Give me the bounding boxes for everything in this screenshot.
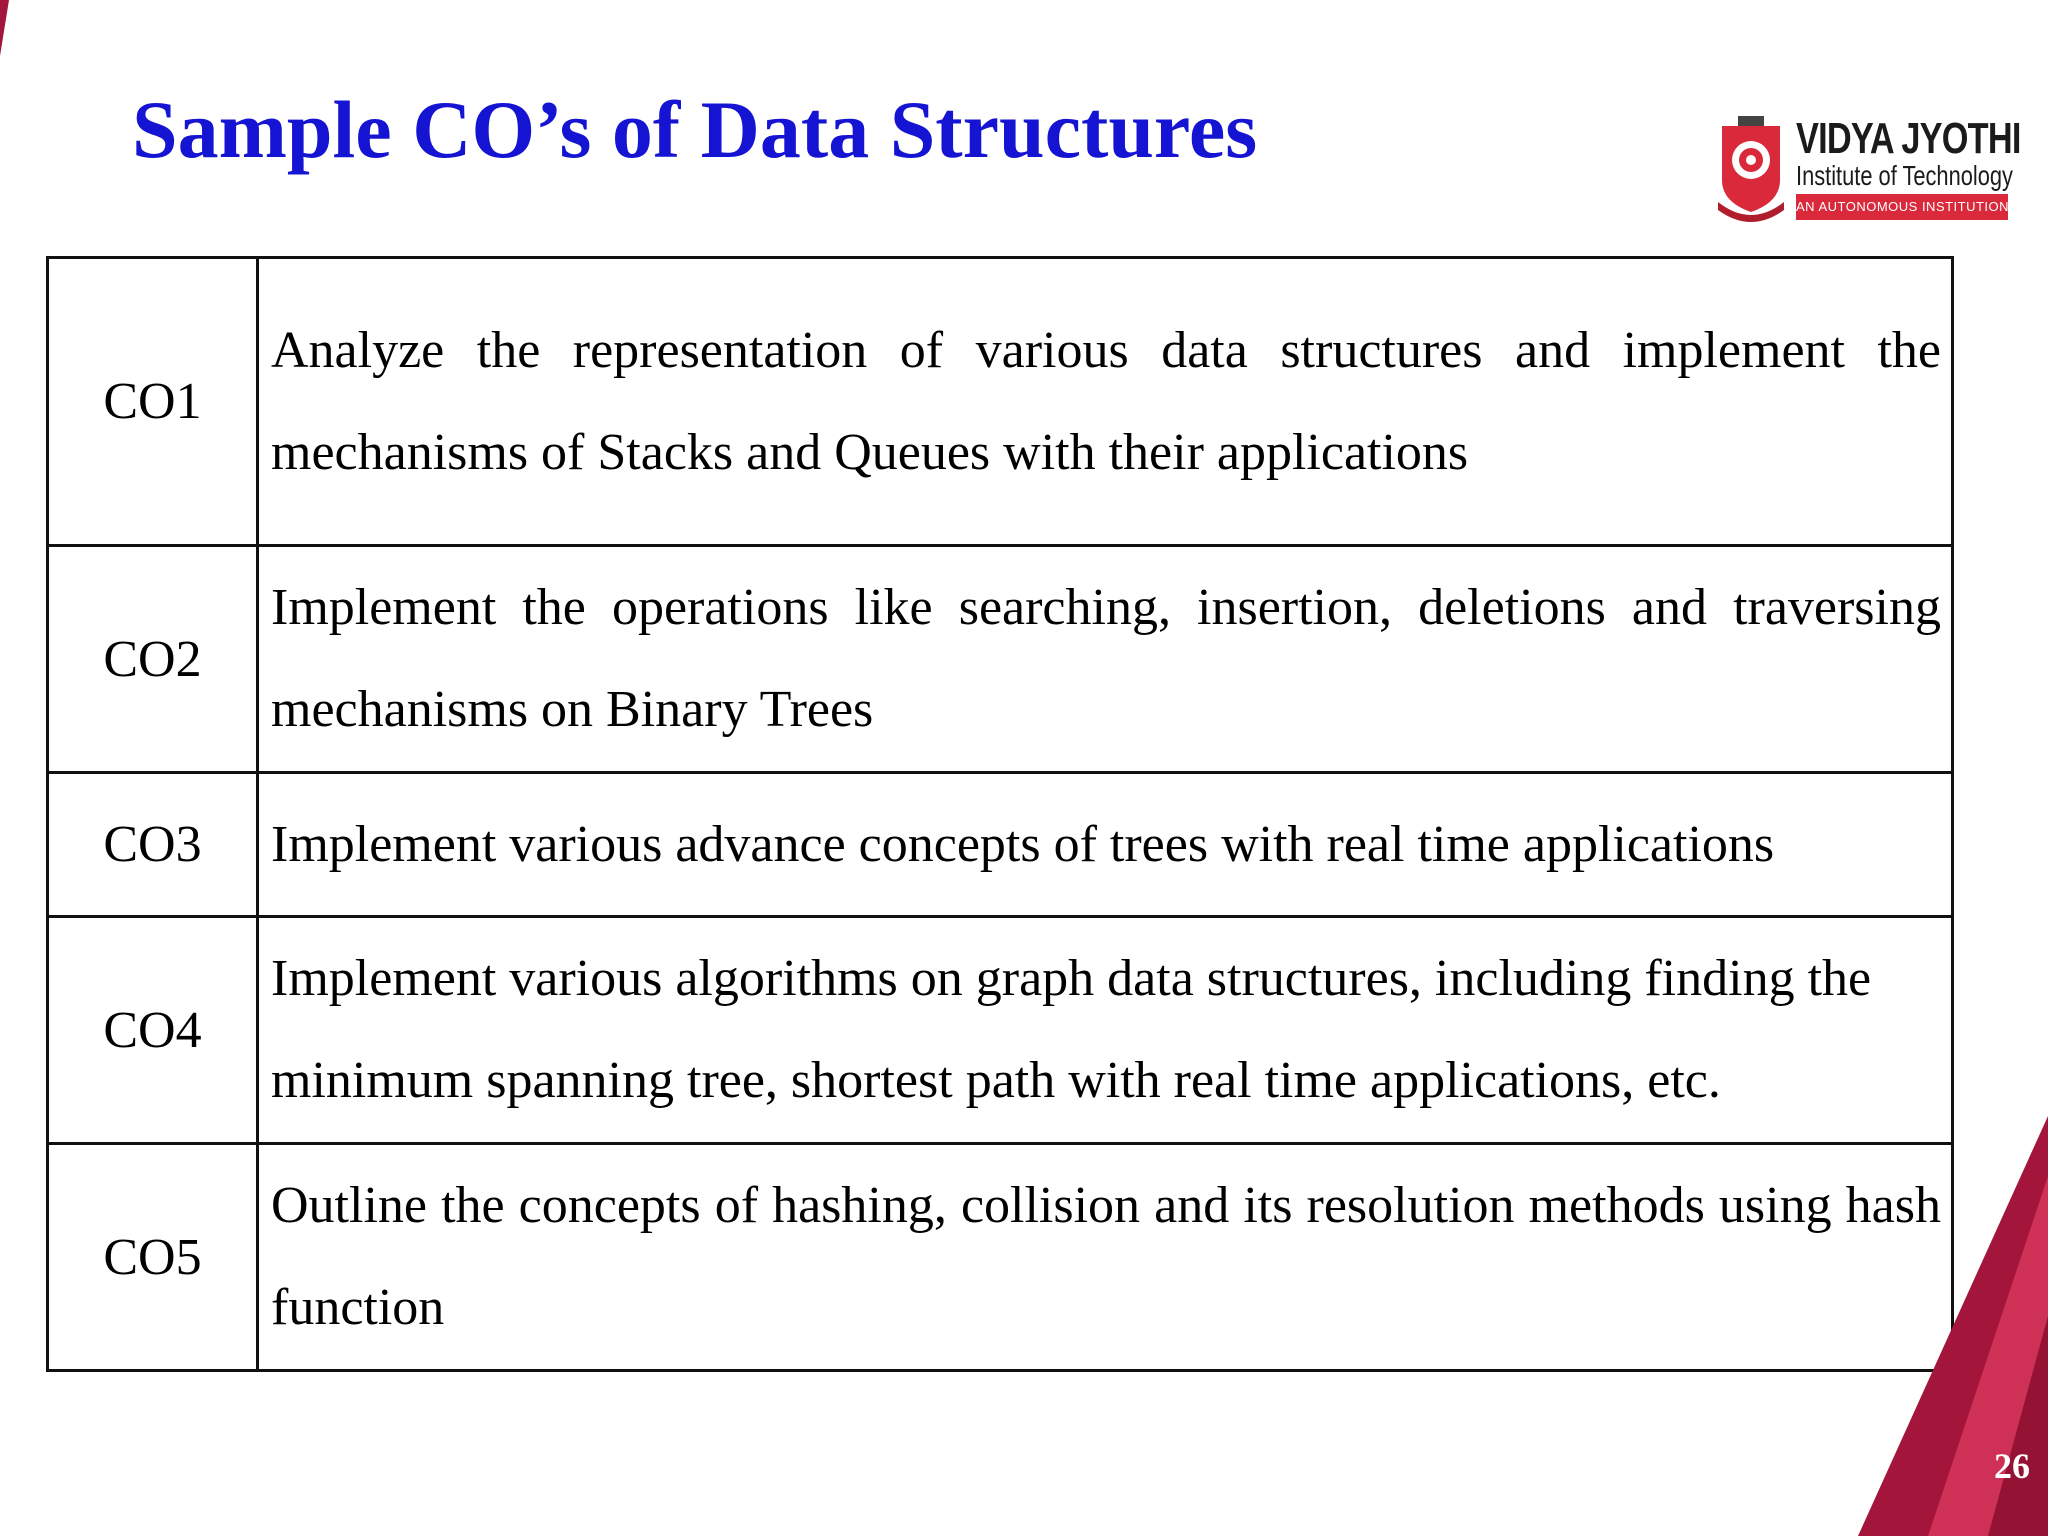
co-description: Implement various algorithms on graph data structures, including finding the minimum spanning tree, shortest path with real time applications, etc.: [258, 917, 1953, 1144]
institute-logo: [1716, 114, 2021, 226]
table-row: [48, 1144, 1953, 1371]
co-description: Analyze the representation of various data structures and implement the mechanisms of Stacks and Queues with their applications: [258, 258, 1953, 546]
slide-title: Sample CO’s of Data Structures: [132, 84, 1258, 175]
logo-tagline: AN AUTONOMOUS INSTITUTION: [1796, 194, 2008, 220]
logo-name: VIDYA JYOTHI: [1796, 114, 2021, 163]
co-description: Implement various advance concepts of trees with real time applications: [258, 773, 1953, 917]
co-description: Outline the concepts of hashing, collision and its resolution methods using hash function: [258, 1144, 1953, 1371]
course-outcomes-table: [46, 256, 1954, 1372]
table-row: [48, 917, 1953, 1144]
co-code: CO4: [48, 917, 258, 1144]
table-row: [48, 773, 1953, 917]
co-description: Implement the operations like searching, insertion, deletions and traversing mechanisms on Binary Trees: [258, 546, 1953, 773]
corner-accent-decoration: [0, 0, 14, 60]
co-code: CO1: [48, 258, 258, 546]
table-row: [48, 258, 1953, 546]
table-row: [48, 546, 1953, 773]
institute-crest-icon: [1716, 116, 1786, 224]
co-code: CO3: [48, 773, 258, 917]
co-code: CO2: [48, 546, 258, 773]
page-number: 26: [1994, 1446, 2030, 1486]
co-code: CO5: [48, 1144, 258, 1371]
logo-subtitle: Institute of Technology: [1796, 160, 2013, 191]
